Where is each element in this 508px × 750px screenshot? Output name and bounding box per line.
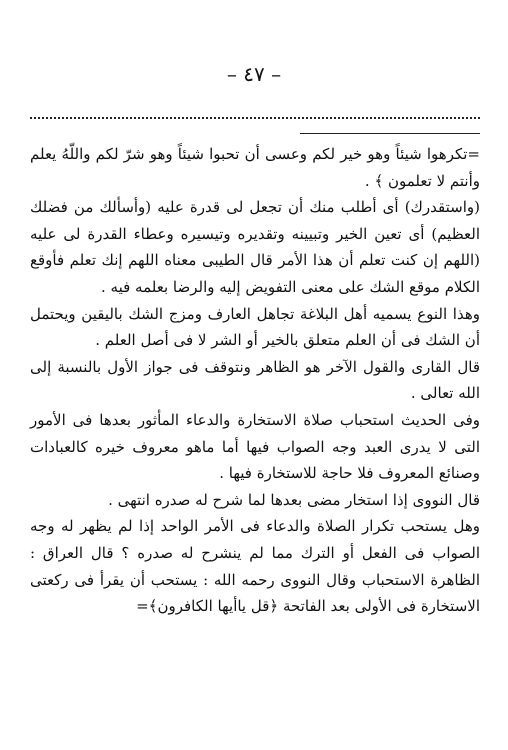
paragraph-nawawi: قال النووى إذا استخار مضى بعدها لما شرح له صدره انتهى .: [108, 490, 480, 509]
paragraph-istiqdar: (واستقدرك) أى أطلب منك أن تجعل لى قدرة عليه (وأسألك من فضلك العظيم) أى تعين الخير وتبيينه وتقديره وتيسيره وعطاء القدرة لى عليه (اللهم إن كنت تعلم أن هذا الأمر قال الطيبى معناه اللهم إنك تعلم فأوقع الكلام موقع الشك على معنى التفويض إليه والرضا بعلمه فيه .: [30, 198, 480, 296]
paragraph-tajahul-arif: وهذا النوع يسميه أهل البلاغة تجاهل العارف ومزج الشك باليقين ويحتمل أن الشك فى أن العلم متعلق بالخير أو الشر لا فى أصل العلم .: [30, 304, 480, 350]
paragraph-qari: قال القارى والقول الآخر هو الظاهر ونتوقف فى جواز الأول بالنسبة إلى الله تعالى .: [30, 357, 480, 403]
paragraph-continuation: =تكرهوا شيئاً وهو خير لكم وعسى أن تحبوا شيئاً وهو شرّ لكم واللّهُ يعلم وأنتم لا تعلمون ﴾ .: [30, 145, 480, 190]
footnote-rule: [300, 133, 480, 134]
paragraph-hadith: وفى الحديث استحباب صلاة الاستخارة والدعاء المأثور بعدها فى الأمور التى لا يدرى العبد وجه الصواب فيها أما ماهو معروف خيره كالعبادات وصنائع المعروف فلا حاجة للاستخارة فيها .: [30, 410, 480, 483]
page-number: – ٤٧ –: [226, 62, 282, 86]
paragraph-repetition: وهل يستحب تكرار الصلاة والدعاء فى الأمر الواحد إذا لم يظهر له وجه الصواب فى الفعل أو الترك مما لم ينشرح له صدره ؟ قال العراق : الظاهرة الاستحباب وقال النووى رحمه الله : يستحب أن يقرأ فى ركعتى الاستخارة فى الأولى بعد الفاتحة ﴿قل ياأيها الكافرون﴾=: [30, 517, 480, 616]
body-text: [30, 141, 480, 620]
dotted-divider: [30, 117, 480, 119]
